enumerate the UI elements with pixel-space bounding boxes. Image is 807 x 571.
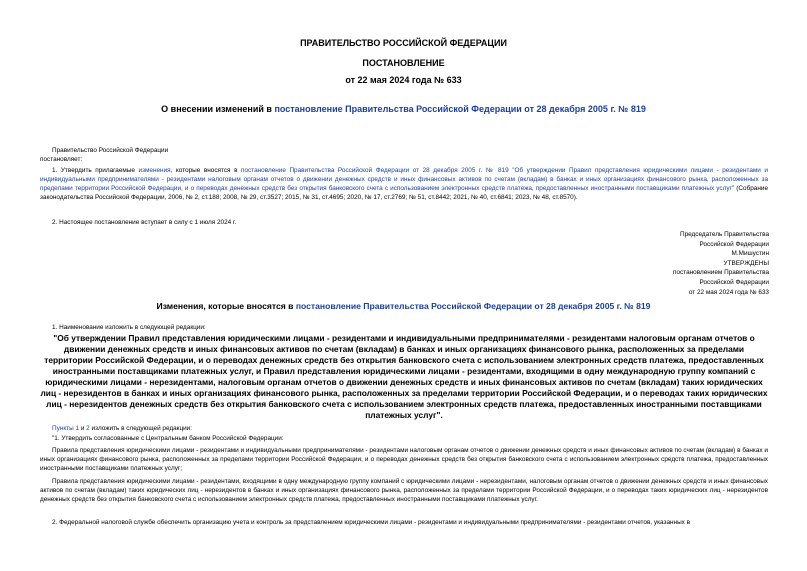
change2-quote-2: Правила представления юридическими лицами - резидентами и индивидуальными предпринимателями - резидентами налоговым органам отчетов о движении денежных средств и иных финансовых активов по счетам (вкладам) в банках и иных организациях финансового рынка, расположенных за пределами территории Российской Федерации, и о переводах денежных средств без открытия банковского счета с использованием электронных средств платежа, предоставленных иностранными поставщиками платежных услуг; (40, 447, 768, 472)
document-subject (0, 104, 807, 114)
change2-intro (40, 424, 780, 433)
change2-and: и (79, 425, 87, 432)
document-type: ПОСТАНОВЛЕНИЕ (362, 58, 445, 68)
document-date-number: от 22 мая 2024 года № 633 (345, 75, 462, 85)
change1-new-title: "Об утверждении Правил представления юридическими лицами - резидентами и индивидуальными предпринимателями - резидентами налоговым органам отчетов о движении денежных средств и иных финансовых активов по счетам (вкладам) в банках и иных организациях финансового рынка, расположенных за пределами территории Российской Федерации, и о переводах денежных средств без открытия банковского счета с использованием электронных средств платежа, предоставленных иностранными поставщиками платежных услуг, и Правил представления юридическими лицами - резидентами, входящими в одну международную группу компаний с юридическими лицами - нерезидентами, налоговым органам отчетов о движении денежных средств и иных финансовых активов по счетам (вкладам) таких юридических лиц - нерезидентов в банках и иных организациях финансового рынка, расположенных за пределами территории Российской Федерации, и о переводах таких юридических лиц - нерезидентов денежных средств без открытия банковского счета с использованием электронных средств платежа, предоставленных иностранными поставщиками платежных услуг". (40, 333, 768, 420)
preamble-line1: Правительство Российской Федерации (52, 147, 169, 154)
point1-text-a: 1. Утвердить прилагаемые (52, 167, 139, 174)
subject-prefix: О внесении изменений в (161, 104, 275, 114)
government-heading: ПРАВИТЕЛЬСТВО РОССИЙСКОЙ ФЕДЕРАЦИИ (300, 38, 507, 48)
preamble (40, 146, 780, 155)
changes-title-prefix: Изменения, которые вносятся в (156, 301, 296, 311)
changes-title (0, 301, 807, 311)
preamble-line2: постановляет: (40, 156, 83, 163)
change1-intro: 1. Наименование изложить в следующей редакции: (52, 324, 206, 331)
signature-line2: Российской Федерации (699, 240, 769, 248)
approval-line4: от 22 мая 2024 года № 633 (688, 288, 769, 296)
change2-quote-3: Правила представления юридическими лицами - резидентами, входящими в одну международную группу компаний с юридическими лицами - нерезидентами, налоговым органам отчетов о движении денежных средств и иных финансовых активов по счетам (вкладам) таких юридических лиц - нерезидентов в банках и иных организациях финансового рынка, расположенных за пределами территории Российской Федерации, и о переводах таких юридических лиц - нерезидентов денежных средств без открытия банковского счета с использованием электронных средств платежа, предоставленных иностранными поставщиками платежных услуг. (40, 478, 768, 503)
point-2: 2. Настоящее постановление вступает в силу с 1 июля 2024 г. (52, 219, 237, 226)
change2-link-point1[interactable]: Пункты 1 (52, 425, 80, 432)
point1-text-b: , которые вносятся в (170, 167, 242, 174)
approval-line2: постановлением Правительства (673, 269, 769, 277)
point1-link-decree[interactable]: постановление Правительства Российской Федерации от 28 декабря 2005 г. № 819 "Об утверждении Правил представления юридическими лицами - резидентами и индивидуальными предпринимателями - резидентами налоговым органам отчетов о движении денежных средств и иных финансовых активов по счетам (вкладам) в банках и иных организациях финансового рынка, расположенных за пределами территории Российской Федерации, и о переводах денежных средств без открытия банковского счета с использованием электронных средств платежа, предоставленных иностранными поставщиками платежных услуг" (40, 167, 768, 192)
signature-line3: М.Мишустин (731, 250, 769, 258)
signature-line1: Председатель Правительства (680, 231, 769, 238)
point1-text-c: (Собрание законодательства Российской Федерации, 2006, № 2, ст.188; 2008, № 29, ст.3527; 2015, № 31, ст.4695; 2020, № 17, ст.2769; № 51, ст.8442; 2021, № 40, ст.6841; 2023, № 48, ст.8570). (40, 185, 768, 201)
point-1 (40, 166, 768, 202)
signature-block (673, 230, 769, 297)
change2-quote-4: 2. Федеральной налоговой службе обеспечить организацию учета и контроль за представлением юридическими лицами - резидентами и индивидуальными предпринимателями - резидентами отчетов, указанных в (52, 519, 691, 526)
changes-title-link[interactable]: постановление Правительства Российской Федерации от 28 декабря 2005 г. № 819 (295, 301, 651, 311)
point1-link-changes[interactable]: изменения (138, 167, 171, 174)
approval-line1: УТВЕРЖДЕНЫ (723, 259, 769, 267)
change2-rest: изложить в следующей редакции: (89, 425, 193, 432)
approval-line3: Российской Федерации (699, 278, 769, 286)
change2-quote-1: "1. Утвердить согласованные с Центральным банком Российской Федерации: (52, 435, 284, 442)
change2-link-point2[interactable]: 2 (86, 425, 90, 432)
preamble-decree (40, 155, 768, 164)
subject-link[interactable]: постановление Правительства Российской Федерации от 28 декабря 2005 г. № 819 (274, 104, 646, 114)
